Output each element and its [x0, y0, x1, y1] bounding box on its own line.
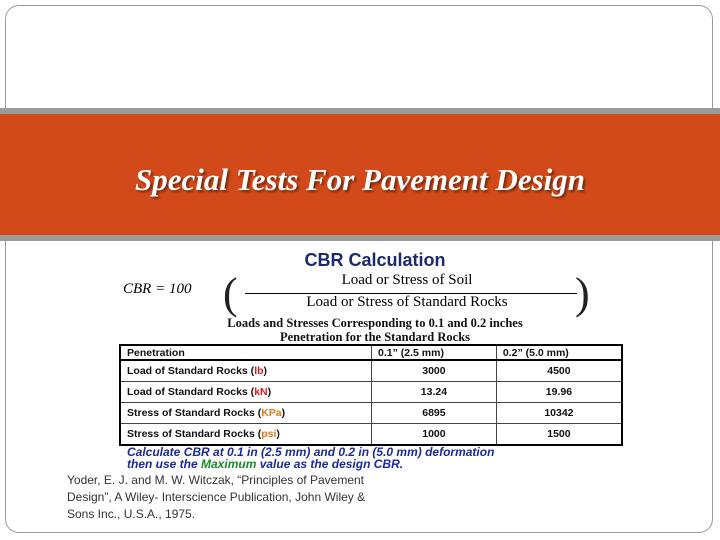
value-0-2: 10342: [496, 403, 622, 424]
table-heading-line2: Penetration for the Standard Rocks: [279, 330, 471, 344]
right-paren: ): [575, 269, 590, 318]
note-highlight: Maximum: [201, 457, 257, 471]
value-0-1: 6895: [372, 403, 497, 424]
left-paren: (: [223, 269, 238, 318]
row-label: Stress of Standard Rocks: [127, 428, 255, 440]
value-0-1: 1000: [372, 424, 497, 446]
formula-denominator: Load or Stress of Standard Rocks: [306, 294, 508, 310]
row-label-cell: Load of Standard Rocks (lb): [120, 360, 372, 382]
note-part3: value as the design CBR.: [256, 457, 404, 471]
figure-heading: CBR Calculation: [304, 250, 446, 270]
note-part2: then use the: [127, 457, 202, 471]
row-label-cell: Stress of Standard Rocks (psi): [120, 424, 372, 446]
table-row: [120, 382, 622, 403]
row-unit: lb: [254, 365, 264, 377]
formula-lhs: CBR = 100: [123, 281, 192, 297]
citation-line3: Sons Inc., U.S.A., 1975.: [67, 507, 196, 521]
table-header-row: [120, 345, 622, 360]
table-row: [120, 360, 622, 382]
formula-numerator: Load or Stress of Soil: [341, 272, 473, 288]
design-cbr-note: [127, 446, 617, 470]
reference-citation: [67, 472, 437, 523]
value-0-2: 19.96: [496, 382, 622, 403]
table-row: [120, 403, 622, 424]
note-part1: Calculate CBR at 0.1 in (2.5 mm) and 0.2 in (5.0 mm) deformation: [127, 445, 495, 459]
row-label-cell: Stress of Standard Rocks (KPa): [120, 403, 372, 424]
row-label: Load of Standard Rocks: [127, 386, 248, 398]
row-label: Stress of Standard Rocks: [127, 407, 255, 419]
value-0-2: 1500: [496, 424, 622, 446]
value-0-1: 3000: [372, 360, 497, 382]
value-0-2: 4500: [496, 360, 622, 382]
cbr-figure: [117, 246, 633, 474]
cbr-formula: [123, 269, 593, 318]
row-label-cell: Load of Standard Rocks (kN): [120, 382, 372, 403]
standard-rocks-table: [119, 344, 623, 446]
citation-line1: Yoder, E. J. and M. W. Witczak, “Principles of Pavement: [67, 473, 365, 487]
citation-line2: Design”, A Wiley- Interscience Publication, John Wiley &: [67, 490, 366, 504]
table-row: [120, 424, 622, 446]
row-label: Load of Standard Rocks: [127, 365, 248, 377]
title-band: [0, 108, 720, 241]
header-0-2-inch: 0.2” (5.0 mm): [496, 345, 622, 360]
value-0-1: 13.24: [372, 382, 497, 403]
header-0-1-inch: 0.1” (2.5 mm): [372, 345, 497, 360]
row-unit: KPa: [261, 407, 282, 419]
header-penetration: Penetration: [120, 345, 372, 360]
table-heading: [117, 316, 633, 344]
table-heading-line1: Loads and Stresses Corresponding to 0.1 and 0.2 inches: [227, 316, 523, 330]
row-unit: kN: [254, 386, 268, 398]
row-unit: psi: [261, 428, 277, 440]
slide-title: Special Tests For Pavement Design: [134, 162, 586, 197]
